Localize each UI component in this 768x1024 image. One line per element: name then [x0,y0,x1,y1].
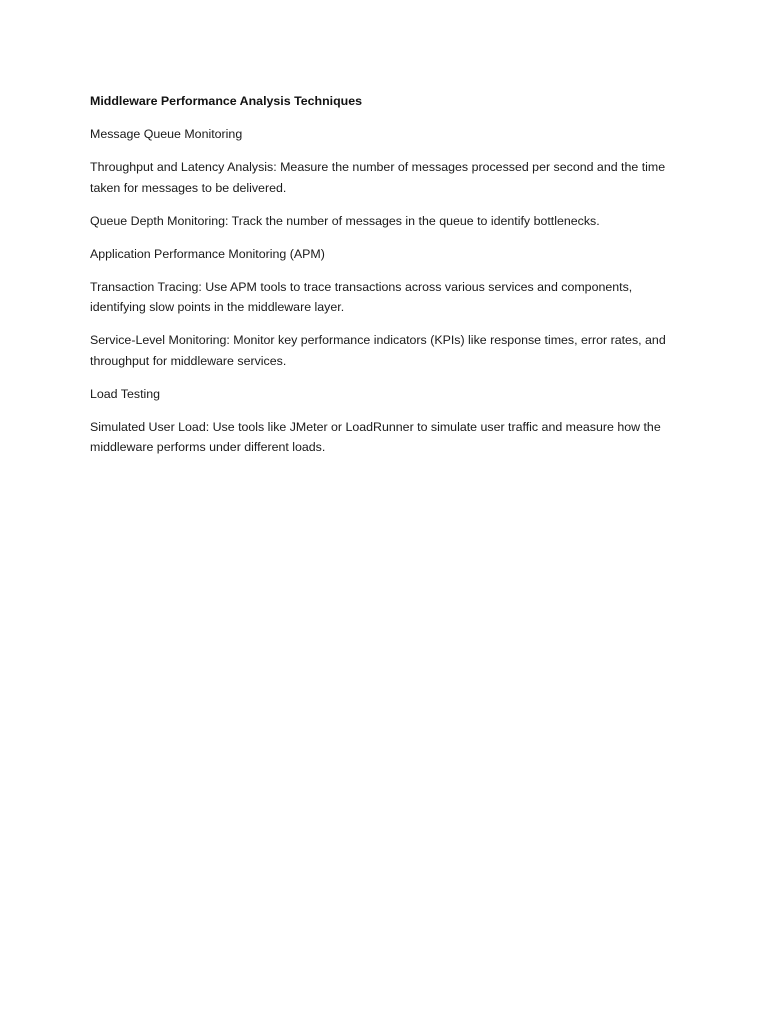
paragraph-transaction-tracing: Transaction Tracing: Use APM tools to trace transactions across various services and components, identifying slow points in the middleware layer. [90,279,633,314]
document-body [90,91,682,470]
paragraph-service-level: Service-Level Monitoring: Monitor key performance indicators (KPIs) like response times, error rates, and throughput for middleware services. [90,333,666,368]
section-heading-apm: Application Performance Monitoring (APM) [90,246,325,261]
paragraph-throughput-latency: Throughput and Latency Analysis: Measure the number of messages processed per second and the time taken for messages to be delivered. [90,160,666,195]
section-heading-load-testing: Load Testing [90,386,161,401]
paragraph-queue-depth: Queue Depth Monitoring: Track the number of messages in the queue to identify bottlenecks. [90,213,600,228]
document-title: Middleware Performance Analysis Techniques [90,94,362,108]
section-heading-message-queue: Message Queue Monitoring [90,127,243,141]
paragraph-simulated-load: Simulated User Load: Use tools like JMeter or LoadRunner to simulate user traffic and measure how the middleware performs under different loads. [90,419,661,454]
